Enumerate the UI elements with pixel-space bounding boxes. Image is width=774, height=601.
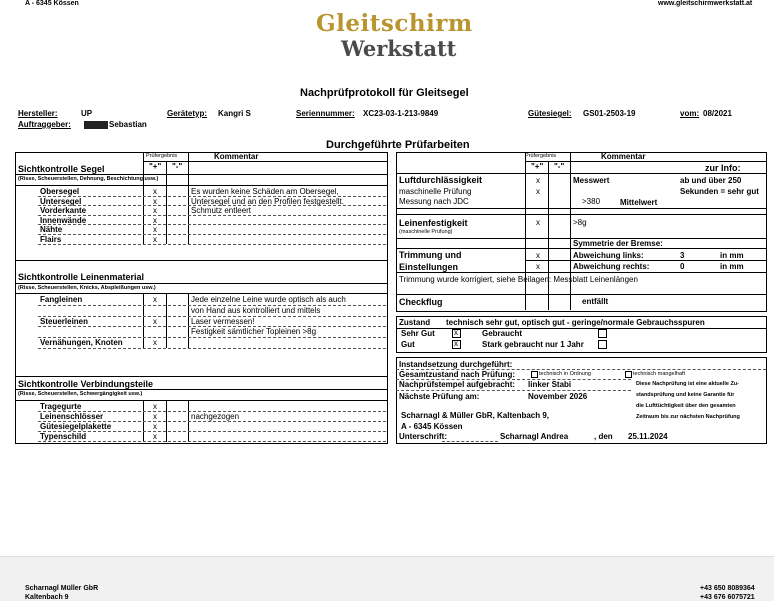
stempel-value: linker Stabi: [528, 380, 572, 389]
row-mark: x: [153, 422, 157, 431]
leinen-sub: (Risse, Scheuerstellen, Knicks, Abspleißungen usw.): [18, 285, 156, 291]
verb-sub: (Risse, Scheuerstellen, Schwergängigkeit usw.): [18, 391, 143, 397]
row-label: Gütesiegelplakette: [40, 422, 112, 431]
in-mm-2: in mm: [720, 262, 744, 271]
mittelwert-label: Mittelwert: [620, 198, 658, 207]
footer-street: Kaltenbach 9: [25, 594, 69, 601]
zustand-label: Zustand: [399, 318, 431, 327]
geraetetyp-value: Kangri S: [218, 109, 251, 118]
gut-label: Gut: [401, 340, 415, 349]
minus-header-left: "-": [172, 162, 183, 171]
naechste-label: Nächste Prüfung am:: [399, 392, 480, 401]
row-label: Nähte: [40, 225, 63, 235]
note-line1: Diese Nachprüfung ist eine aktuelle Zu-: [636, 381, 739, 387]
row-mark: x: [153, 225, 157, 235]
row-label: Vorderkante: [40, 206, 87, 216]
stark-gebraucht-label: Stark gebraucht nur 1 Jahr: [482, 340, 584, 349]
naechste-value: November 2026: [528, 392, 588, 401]
row-mark: x: [153, 402, 157, 411]
luft-sub2: Messung nach JDC: [399, 197, 469, 206]
leinenfest-mark: x: [536, 218, 540, 227]
luft-mark-2: x: [536, 187, 540, 196]
note-line2: standsprüfung und keine Garantie für: [636, 392, 735, 398]
leinenfest-sub: (maschinelle Prüfung): [399, 229, 453, 235]
address-top: A - 6345 Kössen: [25, 0, 79, 7]
abw-rechts-value: 0: [680, 262, 685, 271]
row-mark: x: [153, 215, 157, 225]
row-comment: Festigkeit sämtlicher Topleinen >8g: [191, 327, 317, 337]
section-title: Durchgeführte Prüfarbeiten: [326, 139, 470, 151]
luft-mark-1: x: [536, 176, 540, 185]
row-label: Steuerleinen: [40, 316, 89, 326]
footer-phone2: +43 676 6075721: [700, 594, 755, 601]
gut-mark: x: [454, 339, 458, 348]
abw-links-value: 3: [680, 251, 685, 260]
trimm-title-1: Trimmung und: [399, 250, 462, 260]
logo-line1: Gleitschirm: [316, 10, 473, 37]
website: www.gleitschirmwerkstatt.at: [658, 0, 753, 7]
row-label: Innenwände: [40, 215, 87, 225]
firma-line2: A - 6345 Kössen: [401, 422, 463, 431]
vom-value: 08/2021: [703, 109, 732, 118]
tech-mangel-label: technisch mangelhaft: [633, 371, 685, 377]
instand-label: Instandsetzung durchgeführt:: [399, 360, 513, 369]
segel-title: Sichtkontrolle Segel: [18, 164, 105, 174]
datum-value: 25.11.2024: [628, 432, 668, 441]
footer-phone1: +43 650 8089364: [700, 585, 755, 592]
leinenfest-title: Leinenfestigkeit: [399, 218, 468, 228]
row-label: Leinenschlösser: [40, 412, 104, 421]
logo-line2: Werkstatt: [341, 36, 457, 61]
verb-title: Sichtkontrolle Verbindungsteile: [18, 379, 154, 389]
serien-label: Seriennummer:: [296, 109, 355, 118]
serien-value: XC23-03-1-213-9849: [363, 109, 439, 118]
sehr-gut-mark: x: [454, 328, 458, 337]
row-comment: Es wurden keine Schäden am Obersegel,: [191, 187, 339, 196]
hersteller-value: UP: [81, 109, 93, 118]
row-comment: Jede einzelne Leine wurde optisch als auch: [191, 295, 346, 304]
footer-company: Scharnagl Müller GbR: [25, 585, 99, 592]
sekunden-note: Sekunden = sehr gut: [680, 187, 759, 196]
zustand-text: technisch sehr gut, optisch gut - geringe/normale Gebrauchsspuren: [446, 318, 705, 327]
segel-sub: (Risse, Scheuerstellen, Dehnung, Beschichtung usw.): [18, 176, 159, 182]
row-label: Typenschild: [40, 432, 87, 441]
row-comment: nachgezogen: [191, 412, 240, 421]
row-mark: x: [153, 196, 157, 206]
row-comment: Untersegel und an den Profilen festgestellt.: [191, 196, 344, 206]
tech-mangel-checkbox[interactable]: [625, 371, 632, 378]
row-label: Obersegel: [40, 187, 80, 196]
abw-links-label: Abweichung links:: [573, 251, 644, 260]
pruef-label-right: Prüfergebnis: [525, 153, 557, 159]
minus-header-right: "-": [554, 162, 565, 171]
row-mark: x: [153, 412, 157, 421]
note-line3: die Lufttüchtigkeit über den gesamten: [636, 403, 736, 409]
checkflug-label: Checkflug: [399, 297, 443, 307]
row-mark: x: [153, 187, 157, 196]
row-label: Untersegel: [40, 196, 82, 206]
trimm-title-2: Einstellungen: [399, 262, 459, 272]
row-mark: x: [153, 295, 157, 304]
footer: [0, 556, 774, 601]
redacted-name: [84, 121, 108, 129]
abw-rechts-label: Abweichung rechts:: [573, 262, 650, 271]
auftrag-label: Auftraggeber:: [18, 120, 71, 129]
row-mark: x: [153, 316, 157, 326]
kommentar-label-left: Kommentar: [214, 152, 259, 161]
den-label: , den: [594, 432, 613, 441]
leinenfest-value: >8g: [573, 218, 587, 227]
guete-label: Gütesiegel:: [528, 109, 572, 118]
messwert-label: Messwert: [573, 176, 610, 185]
stempel-label: Nachprüfstempel aufgebracht:: [399, 380, 516, 389]
symmetrie-label: Symmetrie der Bremse:: [573, 239, 663, 248]
firma-line1: Scharnagl & Müller GbR, Kaltenbach 9,: [401, 411, 550, 420]
row-label: Flairs: [40, 235, 62, 244]
trimm-mark-1: x: [536, 251, 540, 260]
document-title: Nachprüfprotokoll für Gleitsegel: [300, 87, 469, 99]
zur-info: zur Info:: [705, 163, 741, 173]
luft-value: >380: [582, 197, 601, 206]
unterschrift-label: Unterschrift:: [399, 432, 448, 441]
row-label: Fangleinen: [40, 295, 83, 304]
note-line4: Zeitraum bis zur nächsten Nachprüfung: [636, 414, 740, 420]
kommentar-label-right: Kommentar: [601, 152, 646, 161]
stark-gebraucht-checkbox[interactable]: [598, 340, 607, 349]
row-mark: x: [153, 235, 157, 244]
gesamt-label: Gesamtzustand nach Prüfung:: [399, 370, 516, 379]
plus-header-left: "+": [149, 162, 162, 171]
row-comment: Laser vermessen!: [191, 316, 255, 326]
pruef-label-left: Prüfergebnis: [146, 153, 178, 159]
trimm-note: Trimmung wurde korrigiert, siehe Beilagen: Messblatt Leinenlängen: [399, 275, 638, 284]
row-comment: Schmutz entleert: [191, 206, 252, 216]
row-mark: x: [153, 206, 157, 216]
hersteller-label: Hersteller:: [18, 109, 58, 118]
in-mm-1: in mm: [720, 251, 744, 260]
gebraucht-label: Gebraucht: [482, 329, 523, 338]
luft-title: Luftdurchlässigkeit: [399, 175, 483, 185]
tech-ok-checkbox[interactable]: [531, 371, 538, 378]
trimm-mark-2: x: [536, 262, 540, 271]
plus-header-right: "+": [531, 162, 544, 171]
sehr-gut-label: Sehr Gut: [401, 329, 435, 338]
tech-ok-label: technisch in Ordnung: [539, 371, 591, 377]
luft-sub1: maschinelle Prüfung: [399, 187, 472, 196]
geraetetyp-label: Gerätetyp:: [167, 109, 208, 118]
checkflug-value: entfällt: [582, 297, 609, 306]
gebraucht-checkbox[interactable]: [598, 329, 607, 338]
vom-label: vom:: [680, 109, 700, 118]
guete-value: GS01-2503-19: [583, 109, 636, 118]
row-mark: x: [153, 432, 157, 441]
row-label: Vernähungen, Knoten: [40, 338, 123, 348]
ab250-note: ab und über 250: [680, 176, 742, 185]
leinen-title: Sichtkontrolle Leinenmaterial: [18, 272, 145, 282]
row-label: Tragegurte: [40, 402, 82, 411]
unterschrift-name: Scharnagl Andrea: [500, 432, 569, 441]
auftrag-value: Sebastian: [109, 120, 147, 129]
row-comment: von Hand aus kontrolliert und mittels: [191, 305, 321, 315]
row-mark: x: [153, 338, 157, 348]
